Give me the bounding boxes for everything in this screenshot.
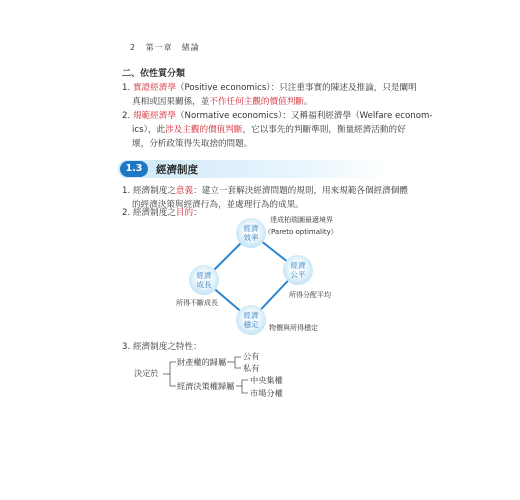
highlight-no-judgment: 不作任何主觀的價值判斷: [209, 97, 304, 107]
label-income-distribution: 所得分配平均: [289, 291, 331, 299]
chapter-title: 第一章 緒論: [145, 43, 200, 52]
item-positive-economics: 1. 實證經濟學（Positive economics）：只注重事實的陳述及推論，只是闡明 真相或因果關係，並不作任何主觀的價值判斷。: [122, 83, 417, 107]
tree-leaf-market: 市場分權: [250, 388, 283, 398]
tree-leaf-public: 公有: [243, 351, 260, 361]
item-purpose: 2. 經濟制度之目的：: [122, 208, 202, 218]
tree-branch-decision: 經濟決策權歸屬: [177, 381, 235, 391]
item-normative-economics: 2. 規範經濟學（Normative economics）：又稱福利經濟學（Welfare econom- ics），此涉及主觀的價值判斷，它以事先的判斷準則，衡量經濟活動的好 壞，分析政策得失取捨的問題。: [122, 111, 433, 149]
highlight-value-judgment: 涉及主觀的價值判斷: [165, 125, 243, 135]
section-heading: 二、依性質分類: [122, 69, 186, 79]
node-economic-growth: 經濟 成長: [189, 265, 219, 295]
tree-root: 決定於: [134, 368, 159, 378]
tree-leaf-private: 私有: [243, 363, 260, 373]
node-economic-stability: 經濟 穩定: [236, 305, 266, 335]
tree-branch-property: 財產權的歸屬: [177, 357, 227, 367]
node-economic-equity: 經濟 公平: [283, 255, 313, 285]
term-normative: 規範經濟學: [132, 111, 176, 121]
tree-leaf-central: 中央集權: [250, 375, 283, 385]
node-economic-efficiency: 經濟 效率: [236, 218, 266, 248]
item-meaning: 1. 經濟制度之意義：建立一套解決經濟問題的規則，用來規範各個經濟個體 的經濟決策與經濟行為，並處理行為的成果。: [122, 186, 408, 210]
term-positive: 實證經濟學: [132, 83, 176, 93]
label-pareto: 達成柏瑞圖最適境界: [270, 216, 333, 224]
highlight-meaning: 意義: [175, 186, 194, 196]
section-number-badge: 1.3: [120, 161, 148, 177]
item-characteristics: 3. 經濟制度之特性：: [122, 342, 202, 352]
section-title: 經濟制度: [156, 164, 198, 176]
label-pareto-en: （Pareto optimality）: [264, 228, 338, 236]
label-income-growth: 所得不斷成長: [176, 299, 218, 307]
page-number: 2: [130, 43, 137, 52]
label-price-stability: 物價與所得穩定: [269, 324, 318, 332]
highlight-purpose: 目的: [175, 208, 194, 218]
